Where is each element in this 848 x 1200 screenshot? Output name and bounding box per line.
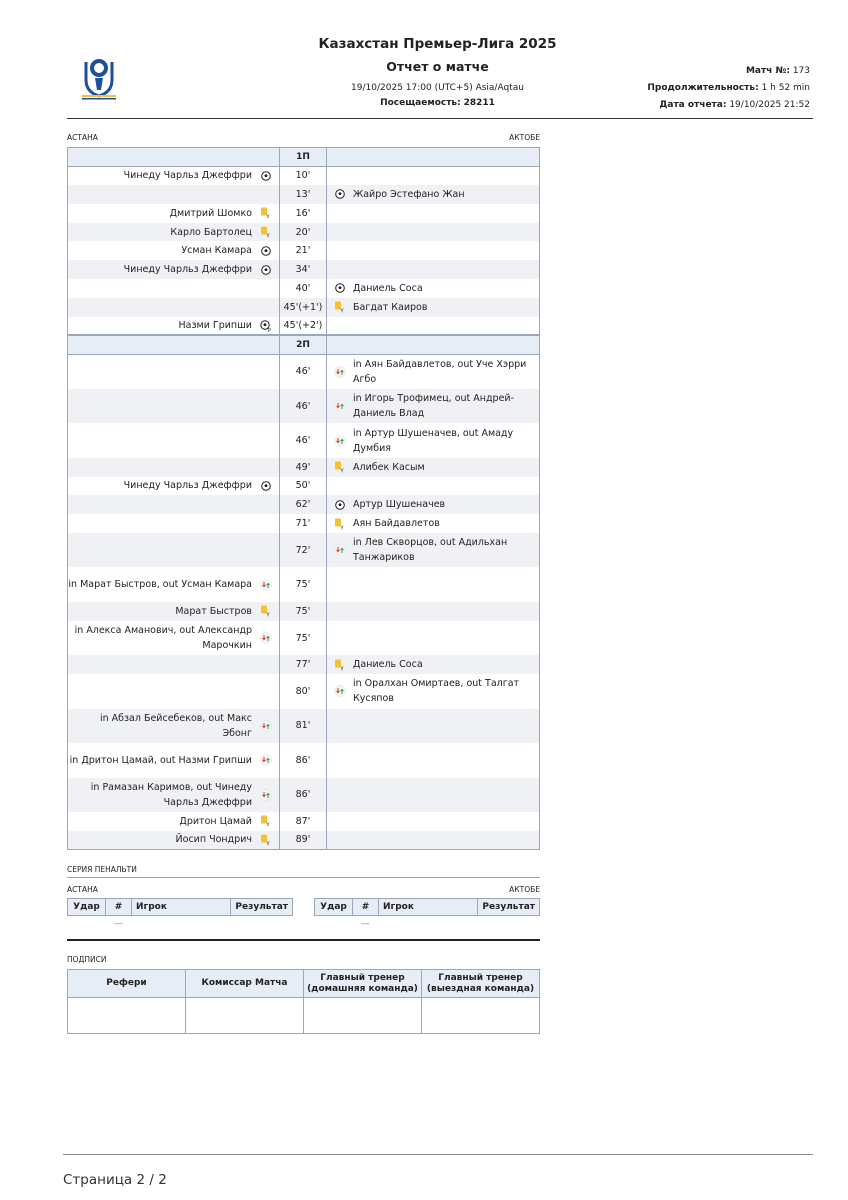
event-minute: 86' — [280, 743, 327, 778]
away-event-cell — [327, 279, 540, 298]
away-event-cell — [327, 298, 540, 317]
svg-text:Y: Y — [266, 822, 270, 828]
away-event-cell — [327, 743, 540, 778]
substitution-icon — [259, 632, 272, 645]
away-event-cell — [327, 778, 540, 813]
substitution-icon — [259, 719, 272, 732]
event-text: in Марат Быстров, out Усман Камара — [68, 579, 252, 591]
event-text: in Рамазан Каримов, out Чинеду Чарльз Джеффри — [90, 781, 252, 808]
col-player: Игрок — [379, 899, 478, 916]
away-event-cell — [327, 166, 540, 185]
away-event-cell — [327, 514, 540, 533]
away-event-cell — [327, 674, 540, 709]
col-result: Результат — [478, 899, 540, 916]
away-event-cell — [327, 621, 540, 656]
event-minute: 72' — [280, 533, 327, 568]
yellow-card-icon — [259, 605, 272, 618]
home-event-cell — [68, 709, 280, 744]
substitution-icon — [333, 400, 346, 413]
event-minute: 40' — [280, 279, 327, 298]
event-row — [68, 778, 540, 813]
home-event-cell — [68, 778, 280, 813]
away-event-cell — [327, 655, 540, 674]
home-event-cell — [68, 298, 280, 317]
penalties-divider — [67, 877, 540, 878]
event-minute: 71' — [280, 514, 327, 533]
event-text: Артур Шушеначев — [353, 499, 446, 511]
home-event-cell — [68, 423, 280, 458]
event-row — [68, 477, 540, 496]
svg-text:Y: Y — [340, 308, 344, 314]
report-header — [250, 36, 625, 108]
home-event-cell — [68, 317, 280, 336]
penalty-goal-icon — [259, 319, 272, 332]
home-event-cell — [68, 185, 280, 204]
event-text: Дмитрий Шомко — [169, 207, 252, 219]
away-event-cell — [327, 204, 540, 223]
event-minute: 13' — [280, 185, 327, 204]
event-text: Жайро Эстефано Жан — [353, 188, 465, 200]
event-row — [68, 204, 540, 223]
svg-text:Y: Y — [340, 525, 344, 530]
event-text: in Артур Шушеначев, out Амаду Думбия — [353, 427, 514, 454]
event-minute: 46' — [280, 423, 327, 458]
away-event-cell — [327, 458, 540, 477]
event-minute: 34' — [280, 260, 327, 279]
home-event-cell — [68, 567, 280, 602]
event-row — [68, 185, 540, 204]
event-minute: 80' — [280, 674, 327, 709]
event-row — [68, 423, 540, 458]
sig-referee: Рефери — [68, 970, 186, 998]
col-shot: Удар — [68, 899, 106, 916]
event-text: Йосип Чондрич — [175, 834, 252, 846]
yellow-card-icon — [333, 301, 346, 314]
event-text: in Алекса Аманович, out Александр Марочкин — [74, 625, 252, 651]
home-event-cell — [68, 533, 280, 568]
away-event-cell — [327, 389, 540, 424]
event-minute: 45'(+1') — [280, 298, 327, 317]
event-text: Даниель Соса — [353, 282, 423, 294]
home-event-cell — [68, 477, 280, 496]
substitution-icon — [333, 365, 346, 378]
events-team-names — [67, 133, 540, 142]
event-text: in Аян Байдавлетов, out Уче Хэрри Агбо — [353, 358, 527, 385]
away-event-cell — [327, 812, 540, 831]
event-minute: 87' — [280, 812, 327, 831]
event-text: Даниель Соса — [353, 659, 423, 671]
away-event-cell — [327, 709, 540, 744]
event-text: Назми Грипши — [178, 320, 252, 332]
event-text: Дритон Цамай — [179, 815, 252, 827]
penalties-home-team: АСТАНА — [67, 885, 98, 894]
event-text: in Оралхан Омиртаев, out Талгат Кусяпов — [353, 678, 520, 705]
goal-ball-icon — [259, 479, 272, 492]
event-text: Карло Бартолец — [170, 226, 252, 238]
event-row — [68, 602, 540, 621]
event-row — [68, 621, 540, 656]
goal-ball-icon — [259, 169, 272, 182]
substitution-icon — [259, 754, 272, 767]
header-divider — [67, 118, 813, 119]
svg-text:Y: Y — [266, 612, 270, 618]
away-event-cell — [327, 423, 540, 458]
match-number: Матч №: 173 — [745, 66, 810, 76]
period-label: 2П — [280, 335, 327, 354]
event-row — [68, 812, 540, 831]
event-minute: 10' — [280, 166, 327, 185]
yellow-card-icon — [259, 833, 272, 846]
yellow-card-icon — [333, 517, 346, 530]
yellow-card-icon — [333, 658, 346, 671]
attendance: Посещаемость: 28211 — [380, 98, 495, 108]
event-text: Аян Байдавлетов — [353, 518, 440, 530]
home-event-cell — [68, 831, 280, 850]
penalties-label: СЕРИЯ ПЕНАЛЬТИ — [67, 865, 137, 874]
goal-ball-icon — [259, 244, 272, 257]
yellow-card-icon — [333, 461, 346, 474]
svg-text:Y: Y — [266, 214, 270, 220]
home-penalties-empty: — — [114, 918, 123, 929]
home-event-cell — [68, 674, 280, 709]
event-minute: 50' — [280, 477, 327, 496]
section-divider — [67, 939, 540, 941]
away-penalties-empty: — — [361, 918, 370, 929]
substitution-icon — [259, 788, 272, 801]
event-minute: 46' — [280, 389, 327, 424]
event-row — [68, 354, 540, 389]
col-shot: Удар — [315, 899, 353, 916]
signatures-table — [67, 969, 540, 1034]
match-datetime: 19/10/2025 17:00 (UTC+5) Asia/Aqtau — [351, 83, 524, 93]
event-minute: 75' — [280, 567, 327, 602]
home-team-name: АСТАНА — [67, 133, 98, 142]
away-event-cell — [327, 185, 540, 204]
event-minute: 75' — [280, 621, 327, 656]
yellow-card-icon — [259, 815, 272, 828]
substitution-icon — [333, 434, 346, 447]
sig-commissioner: Комиссар Матча — [186, 970, 304, 998]
event-minute: 75' — [280, 602, 327, 621]
event-minute: 16' — [280, 204, 327, 223]
event-minute: 49' — [280, 458, 327, 477]
away-event-cell — [327, 241, 540, 260]
event-minute: 46' — [280, 354, 327, 389]
event-minute: 86' — [280, 778, 327, 813]
svg-text:P: P — [267, 327, 271, 332]
sig-commissioner-box — [186, 998, 304, 1034]
sig-away-coach-box — [422, 998, 540, 1034]
event-minute: 89' — [280, 831, 327, 850]
event-row — [68, 241, 540, 260]
goal-ball-icon — [259, 263, 272, 276]
svg-text:Y: Y — [266, 233, 270, 239]
event-row — [68, 495, 540, 514]
away-event-cell — [327, 260, 540, 279]
home-event-cell — [68, 621, 280, 656]
goal-ball-icon — [333, 188, 346, 201]
goal-ball-icon — [333, 498, 346, 511]
home-event-cell — [68, 354, 280, 389]
away-event-cell — [327, 495, 540, 514]
home-event-cell — [68, 389, 280, 424]
event-row — [68, 743, 540, 778]
home-event-cell — [68, 743, 280, 778]
away-team-name: АКТОБЕ — [509, 133, 540, 142]
period-row-second-half — [68, 335, 540, 354]
svg-text:Y: Y — [266, 841, 270, 846]
substitution-icon — [259, 578, 272, 591]
event-text: Чинеду Чарльз Джеффри — [123, 264, 252, 276]
home-event-cell — [68, 812, 280, 831]
yellow-card-icon — [259, 226, 272, 239]
substitution-icon — [333, 544, 346, 557]
svg-text:Y: Y — [340, 666, 344, 671]
event-row — [68, 223, 540, 242]
page-number: Страница 2 / 2 — [63, 1172, 167, 1188]
home-penalties-table — [67, 898, 293, 932]
event-text: in Дритон Цамай, out Назми Грипши — [69, 754, 252, 766]
event-row — [68, 831, 540, 850]
home-event-cell — [68, 204, 280, 223]
away-event-cell — [327, 831, 540, 850]
signatures-label: ПОДПИСИ — [67, 955, 107, 964]
period-row-first-half — [68, 148, 540, 167]
events-table — [67, 147, 540, 850]
match-meta — [647, 63, 810, 114]
event-row — [68, 389, 540, 424]
away-event-cell — [327, 567, 540, 602]
event-text: Багдат Каиров — [353, 301, 428, 313]
league-title: Казахстан Премьер-Лига 2025 — [318, 36, 557, 52]
svg-text:Y: Y — [340, 468, 344, 474]
away-event-cell — [327, 602, 540, 621]
footer-divider — [63, 1154, 813, 1155]
sig-home-coach: Главный тренер (домашняя команда) — [304, 970, 422, 998]
event-text: Марат Быстров — [175, 605, 252, 617]
event-text: in Абзал Бейсебеков, out Макс Эбонг — [99, 712, 252, 739]
home-event-cell — [68, 514, 280, 533]
home-event-cell — [68, 495, 280, 514]
home-event-cell — [68, 223, 280, 242]
event-row — [68, 317, 540, 336]
away-event-cell — [327, 223, 540, 242]
penalties-away-team: АКТОБЕ — [509, 885, 540, 894]
event-text: Усман Камара — [181, 245, 252, 257]
substitution-icon — [333, 685, 346, 698]
home-event-cell — [68, 166, 280, 185]
event-row — [68, 674, 540, 709]
event-row — [68, 567, 540, 602]
event-text: Алибек Касым — [353, 461, 425, 473]
event-text: in Лев Скворцов, out Адильхан Танжариков — [353, 537, 508, 564]
event-minute: 45'(+2') — [280, 317, 327, 336]
yellow-card-icon — [259, 207, 272, 220]
event-row — [68, 260, 540, 279]
home-event-cell — [68, 241, 280, 260]
away-event-cell — [327, 317, 540, 336]
league-logo — [80, 54, 118, 100]
away-event-cell — [327, 533, 540, 568]
report-date: Дата отчета: 19/10/2025 21:52 — [659, 100, 810, 110]
event-row — [68, 458, 540, 477]
event-text: Чинеду Чарльз Джеффри — [123, 170, 252, 182]
home-event-cell — [68, 279, 280, 298]
goal-ball-icon — [333, 282, 346, 295]
event-text: in Игорь Трофимец, out Андрей-Даниель Влад — [353, 393, 515, 420]
col-player: Игрок — [132, 899, 231, 916]
penalties-team-names — [67, 885, 540, 894]
col-result: Результат — [231, 899, 293, 916]
home-event-cell — [68, 655, 280, 674]
away-penalties-table — [314, 898, 540, 932]
event-row — [68, 298, 540, 317]
event-minute: 20' — [280, 223, 327, 242]
col-number: # — [106, 899, 132, 916]
home-event-cell — [68, 260, 280, 279]
sig-referee-box — [68, 998, 186, 1034]
home-event-cell — [68, 458, 280, 477]
home-event-cell — [68, 602, 280, 621]
event-row — [68, 166, 540, 185]
event-row — [68, 533, 540, 568]
match-duration: Продолжительность: 1 h 52 min — [647, 83, 810, 93]
sig-home-coach-box — [304, 998, 422, 1034]
event-minute: 21' — [280, 241, 327, 260]
away-event-cell — [327, 477, 540, 496]
event-text: Чинеду Чарльз Джеффри — [123, 480, 252, 492]
away-event-cell — [327, 354, 540, 389]
event-minute: 62' — [280, 495, 327, 514]
event-minute: 81' — [280, 709, 327, 744]
event-row — [68, 514, 540, 533]
event-minute: 77' — [280, 655, 327, 674]
event-row — [68, 655, 540, 674]
report-title: Отчет о матче — [386, 59, 489, 74]
event-row — [68, 709, 540, 744]
sig-away-coach: Главный тренер (выездная команда) — [422, 970, 540, 998]
col-number: # — [353, 899, 379, 916]
event-row — [68, 279, 540, 298]
period-label: 1П — [280, 148, 327, 167]
